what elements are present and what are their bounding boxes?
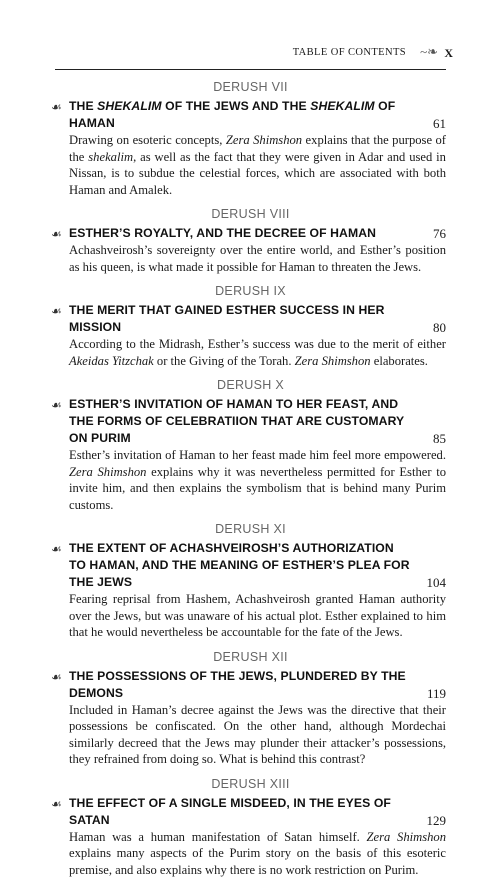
table-of-contents: [51, 78, 447, 885]
page-number: X: [444, 46, 453, 60]
toc-entry[interactable]: [51, 795, 446, 829]
scroll-ornament-icon: ☙: [51, 100, 62, 114]
scroll-ornament-icon: ☙: [51, 398, 62, 412]
entry-title: THE POSSESSIONS OF THE JEWS, PLUNDERED BY THE DEMONS: [69, 668, 406, 700]
derush-heading: DERUSH XIII: [211, 776, 290, 791]
toc-entry[interactable]: [51, 302, 446, 336]
entry-description: Achashveirosh’s sovereignty over the entire world, and Esther’s position as his queen, is what made it possible for Haman to threaten the Jews.: [69, 243, 446, 274]
toc-section: [51, 520, 446, 641]
toc-entry[interactable]: [51, 668, 446, 702]
running-header: [0, 44, 500, 64]
entry-page-number: 61: [433, 116, 446, 131]
derush-heading: DERUSH IX: [215, 284, 286, 298]
entry-page-number: 119: [426, 685, 446, 701]
entry-page-number: 85: [433, 431, 446, 446]
toc-section: [51, 78, 446, 198]
scroll-ornament-icon: ☙: [51, 796, 62, 811]
scroll-ornament-icon: ☙: [51, 304, 62, 318]
entry-page-number: 76: [433, 226, 446, 241]
toc-entry[interactable]: [51, 540, 446, 591]
toc-entry[interactable]: [51, 98, 446, 132]
derush-heading: DERUSH VIII: [211, 207, 290, 221]
entry-title: ESTHER’S INVITATION OF HAMAN TO HER FEAST, AND THE FORMS OF CELEBRATIION THAT ARE CUSTOMARY ON PURIM: [69, 397, 405, 445]
entry-description: Included in Haman’s decree against the Jews was the directive that their possessions be confiscated. On the other hand, although Mordechai similarly decreed that the Jews may plunder their attacker’s possessions, they refrained from doing so. What is behind this contrast?: [69, 702, 446, 766]
derush-heading: DERUSH XII: [213, 649, 288, 664]
toc-entry[interactable]: [51, 396, 446, 447]
scroll-ornament-icon: ~❧: [420, 44, 438, 59]
entry-page-number: 80: [433, 320, 446, 335]
entry-description: Fearing reprisal from Hashem, Achashveirosh granted Haman authority over the Jews, but was unaware of his actual plot. Esther explained to him that he would nevertheless be accountable for the fate of the Jews.: [69, 592, 446, 639]
toc-entry[interactable]: [51, 225, 446, 242]
entry-description: Esther’s invitation of Haman to her feast made him feel more empowered. Zera Shimshon explains why it was nevertheless permitted for Esther to invite him, and then explains the symbolism that is behind many Purim customs.: [69, 448, 447, 512]
running-header-title: TABLE OF CONTENTS: [292, 47, 406, 58]
derush-heading: DERUSH X: [217, 378, 284, 392]
toc-section: [51, 775, 447, 879]
toc-section: [51, 282, 446, 369]
scroll-ornament-icon: ☙: [51, 542, 62, 556]
entry-title: THE SHEKALIM OF THE JEWS AND THE SHEKALIM OF HAMAN: [69, 99, 396, 130]
entry-page-number: 129: [426, 812, 446, 828]
entry-title: THE MERIT THAT GAINED ESTHER SUCCESS IN HER MISSION: [69, 303, 385, 334]
entry-description: According to the Midrash, Esther’s success was due to the merit of either Akeidas Yitzchak or the Giving of the Torah. Zera Shimshon elaborates.: [69, 337, 446, 368]
entry-title: ESTHER’S ROYALTY, AND THE DECREE OF HAMAN: [69, 226, 377, 240]
entry-title: THE EXTENT OF ACHASHVEIROSH’S AUTHORIZATION TO HAMAN, AND THE MEANING OF ESTHER’S PLEA FOR THE JEWS: [69, 541, 410, 589]
entry-description: Haman was a human manifestation of Satan himself. Zera Shimshon explains many aspects of the Purim story on the basis of this esoteric premise, and also explains why there is no work restriction on Purim.: [69, 829, 447, 877]
derush-heading: DERUSH XI: [215, 522, 286, 536]
scroll-ornament-icon: ☙: [51, 669, 62, 684]
entry-description: Drawing on esoteric concepts, Zera Shimshon explains that the purpose of the shekalim, as well as the fact that they were given in Adar and used in Nissan, is to subdue the celestial forces, which are associated with both Haman and Amalek.: [69, 133, 446, 197]
entry-title: THE EFFECT OF A SINGLE MISDEED, IN THE EYES OF SATAN: [69, 795, 391, 827]
header-rule: [55, 69, 446, 70]
toc-section: [51, 376, 447, 513]
entry-page-number: 104: [426, 575, 446, 590]
toc-section: [51, 205, 446, 275]
derush-heading: DERUSH VII: [213, 80, 288, 94]
scroll-ornament-icon: ☙: [51, 227, 62, 241]
